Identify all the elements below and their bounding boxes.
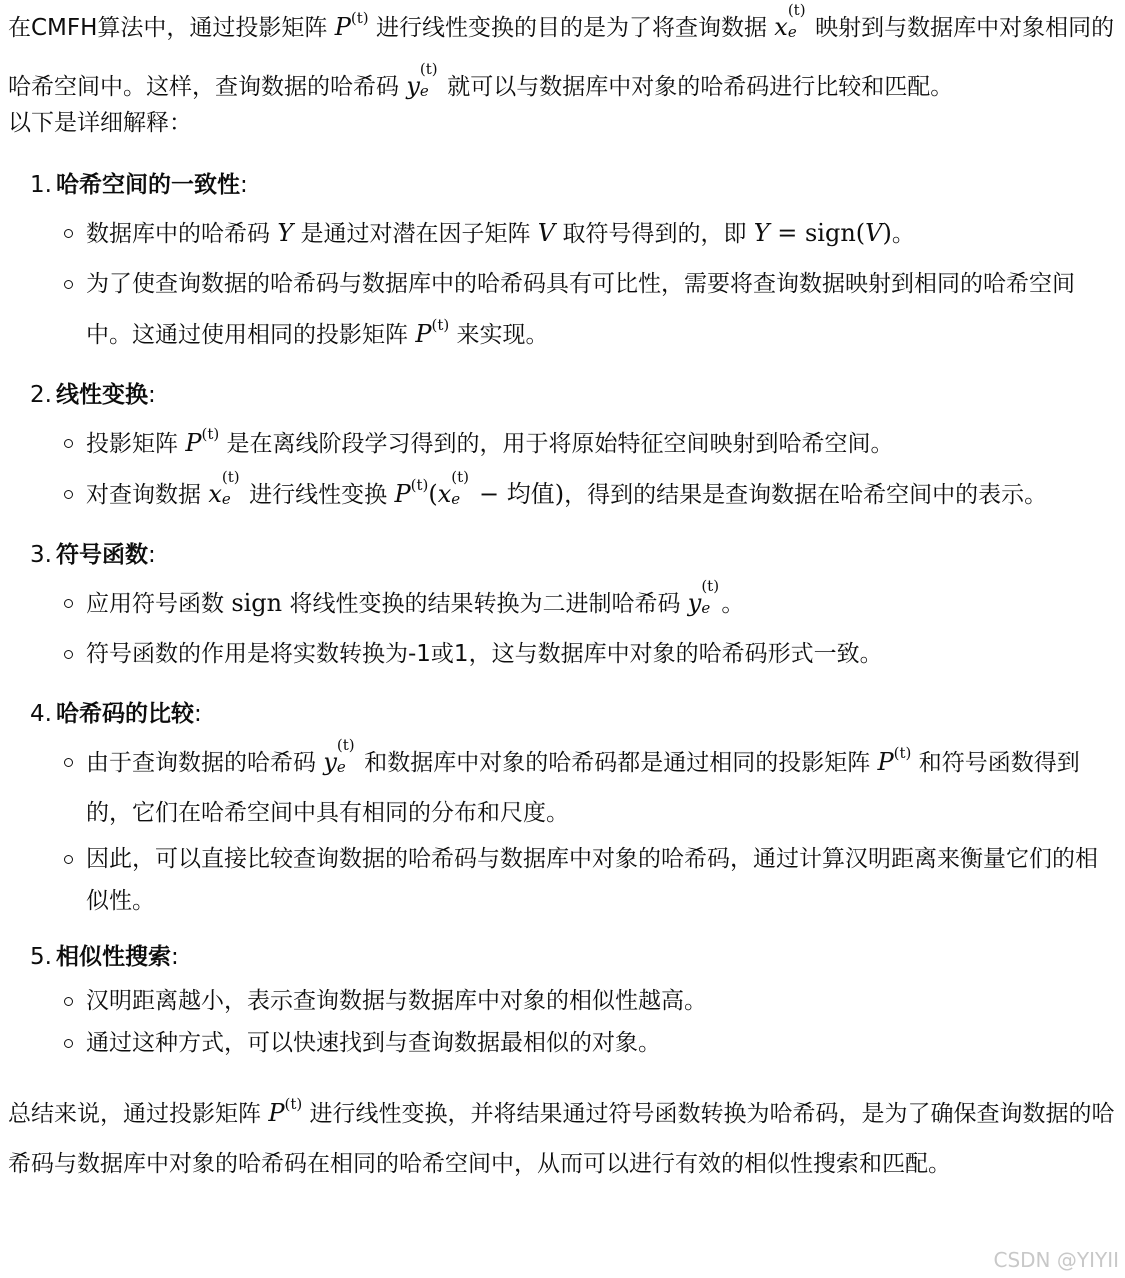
intro-text-2: 进行线性变换的目的是为了将查询数据	[375, 15, 767, 41]
summary-paragraph: 总结来说，通过投影矩阵 $P^{(t)}$ 进行线性变换，并将结果通过符号函数转换为哈希码，是为了确保查询数据的哈希码与数据库中对象的哈希码在相同的哈希空间中，从而可以进行有效的相似性搜索和匹配。	[8, 1095, 1115, 1177]
bullet-icon	[64, 439, 73, 448]
sections-list	[8, 168, 1118, 1064]
bullet-icon	[64, 855, 73, 864]
section-heading: 哈希码的比较	[56, 701, 194, 727]
section-2	[8, 378, 1118, 520]
bullet-icon	[64, 229, 73, 238]
section-5	[8, 940, 1118, 1064]
bullet-icon	[64, 490, 73, 499]
section-title: 4. 哈希码的比较:	[8, 697, 1118, 731]
math-x-e-t: x (t) e	[208, 468, 240, 508]
bullet-icon	[64, 758, 73, 767]
list-item: 应用符号函数 sign 将线性变换的结果转换为二进制哈希码 y (t) e 。	[8, 578, 1118, 629]
math-y-e-t: y (t) e	[687, 577, 720, 617]
section-4	[8, 697, 1118, 922]
math-x-e-t: x (t) e	[774, 1, 806, 41]
watermark: CSDN @YIYII	[993, 1248, 1119, 1272]
intro-text-4: 就可以与数据库中对象的哈希码进行比较和匹配。	[447, 74, 954, 100]
bullet-icon	[64, 599, 73, 608]
intro-text-3: 映射到与数据库中对象相同的哈希空间中。这样，查询数据的哈希码	[8, 15, 1115, 100]
section-number: 2.	[30, 382, 52, 408]
math-y-e-t: y (t) e	[323, 736, 355, 776]
list-item: 汉明距离越小，表示查询数据与数据库中对象的相似性越高。	[8, 980, 1118, 1022]
section-number: 5.	[30, 944, 52, 970]
section-heading: 符号函数	[56, 542, 148, 568]
section-1	[8, 168, 1118, 360]
section-heading: 线性变换	[56, 382, 148, 408]
math-y-e-t: y (t) e	[406, 60, 438, 100]
list-item: 数据库中的哈希码 Y 是通过对潜在因子矩阵 V 取符号得到的，即 Y = sign(V)。	[8, 208, 1118, 259]
section-heading: 相似性搜索	[56, 944, 171, 970]
bullet-list	[8, 418, 1118, 520]
list-item: 对查询数据 x (t) e 进行线性变换 $P^{(t)}(x$ (t) e − 均值)，得到的结果是查询数据在哈希空间中的表示。	[8, 469, 1118, 520]
bullet-icon	[64, 1039, 73, 1048]
section-number: 1.	[30, 172, 52, 198]
bullet-list	[8, 578, 1118, 679]
math-V: V	[537, 219, 556, 247]
section-number: 4.	[30, 701, 52, 727]
section-title: 5. 相似性搜索:	[8, 940, 1118, 974]
list-item: 为了使查询数据的哈希码与数据库中的哈希码具有可比性，需要将查询数据映射到相同的哈希空间中。这通过使用相同的投影矩阵 $P^{(t)}$ 来实现。	[8, 259, 1118, 360]
intro-paragraph	[8, 0, 1118, 116]
section-3	[8, 538, 1118, 679]
section-heading: 哈希空间的一致性	[56, 172, 240, 198]
list-item: 由于查询数据的哈希码 y (t) e 和数据库中对象的哈希码都是通过相同的投影矩阵 $P^{(t)}$ 和符号函数得到的，它们在哈希空间中具有相同的分布和尺度。	[8, 737, 1118, 838]
bullet-icon	[64, 650, 73, 659]
section-title: 3. 符号函数:	[8, 538, 1118, 572]
list-item: 因此，可以直接比较查询数据的哈希码与数据库中对象的哈希码，通过计算汉明距离来衡量它们的相似性。	[8, 838, 1118, 922]
math-P-t: $P^{(t)}$	[268, 1095, 303, 1127]
bullet-icon	[64, 280, 73, 289]
math-Y-eq-sign-V: Y = sign(V)	[753, 219, 892, 247]
math-P-t: $P^{(t)}$	[415, 316, 450, 348]
bullet-list	[8, 208, 1118, 360]
section-title: 2. 线性变换:	[8, 378, 1118, 412]
math-P-t-transform: $P^{(t)}(x$ (t) e − 均值)	[394, 468, 565, 508]
bullet-list	[8, 737, 1118, 922]
list-item: 投影矩阵 $P^{(t)}$ 是在离线阶段学习得到的，用于将原始特征空间映射到哈希空间。	[8, 418, 1118, 469]
math-Y: Y	[277, 219, 294, 247]
list-item: 符号函数的作用是将实数转换为-1或1，这与数据库中对象的哈希码形式一致。	[8, 629, 1118, 679]
document	[8, 0, 1118, 1189]
intro-lead: 以下是详细解释：	[8, 110, 192, 136]
math-sign: sign	[231, 589, 283, 617]
intro-text-1: 在CMFH算法中，通过投影矩阵	[8, 15, 328, 41]
section-number: 3.	[30, 542, 52, 568]
bullet-list	[8, 980, 1118, 1064]
list-item: 通过这种方式，可以快速找到与查询数据最相似的对象。	[8, 1022, 1118, 1064]
math-P-t: $P^{(t)}$	[877, 744, 912, 776]
math-P-t: $P^{(t)}$	[334, 9, 369, 41]
section-title: 1. 哈希空间的一致性:	[8, 168, 1118, 202]
bullet-icon	[64, 997, 73, 1006]
math-P-t: $P^{(t)}$	[185, 425, 220, 457]
